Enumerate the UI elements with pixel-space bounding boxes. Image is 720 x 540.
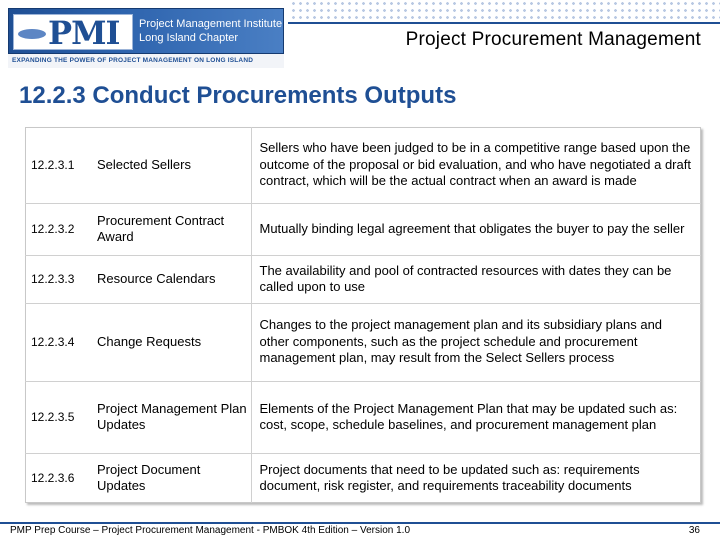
logo-banner xyxy=(8,8,284,54)
logo-tagline: EXPANDING THE POWER OF PROJECT MANAGEMENT ON LONG ISLAND xyxy=(8,54,284,68)
row-output-name: Project Document Updates xyxy=(97,461,201,494)
table-row xyxy=(25,381,701,453)
row-description: Sellers who have been judged to be in a competitive range based upon the outcome of the proposal or bid evaluation, and who have negotiated a draft contract, which will be the actual contract when an award is made xyxy=(251,127,701,203)
table-row xyxy=(25,255,701,303)
row-output-name: Change Requests xyxy=(97,333,202,349)
row-number: 12.2.3.3 xyxy=(31,271,75,286)
header-title: Project Procurement Management xyxy=(405,29,701,50)
footer-rule xyxy=(0,522,720,524)
slide-title: 12.2.3 Conduct Procurements Outputs xyxy=(19,82,457,109)
row-output-name: Selected Sellers xyxy=(97,156,191,172)
footer-text: PMP Prep Course – Project Procurement Management - PMBOK 4th Edition – Version 1.0 xyxy=(10,525,411,536)
logo-text xyxy=(139,17,282,45)
header-dot-pattern xyxy=(290,0,720,22)
header-rule xyxy=(288,22,720,24)
row-description: Elements of the Project Management Plan that may be updated such as: cost, scope, schedule baselines, and procurement management plan xyxy=(251,381,701,453)
pmi-logo-mark xyxy=(13,14,133,50)
row-number: 12.2.3.4 xyxy=(31,334,75,349)
logo-mark-text: PMI xyxy=(48,14,120,52)
row-description: Project documents that need to be updated such as: requirements document, risk register, and requirements traceability documents xyxy=(251,453,701,503)
row-number: 12.2.3.2 xyxy=(31,221,75,236)
page-number: 36 xyxy=(688,525,700,536)
table-row xyxy=(25,453,701,503)
table-row xyxy=(25,203,701,255)
row-number: 12.2.3.6 xyxy=(31,471,75,485)
row-description: Changes to the project management plan and its subsidiary plans and other components, such as the project schedule and procurement management plan, may result from the Select Sellers process xyxy=(251,303,701,381)
long-island-icon xyxy=(18,29,46,39)
pmi-logo xyxy=(8,8,284,66)
outputs-table xyxy=(25,127,701,503)
table-row xyxy=(25,303,701,381)
row-output-name: Resource Calendars xyxy=(97,270,216,286)
logo-chapter: Long Island Chapter xyxy=(139,32,239,44)
table-row xyxy=(25,127,701,203)
logo-org: Project Management Institute xyxy=(139,18,283,30)
row-number: 12.2.3.5 xyxy=(31,409,75,424)
row-description: The availability and pool of contracted resources with dates they can be called upon to use xyxy=(251,255,701,303)
row-number: 12.2.3.1 xyxy=(31,157,75,172)
row-output-name: Procurement Contract Award xyxy=(97,212,225,244)
row-output-name: Project Management Plan Updates xyxy=(97,400,247,432)
row-description: Mutually binding legal agreement that obligates the buyer to pay the seller xyxy=(251,203,701,255)
